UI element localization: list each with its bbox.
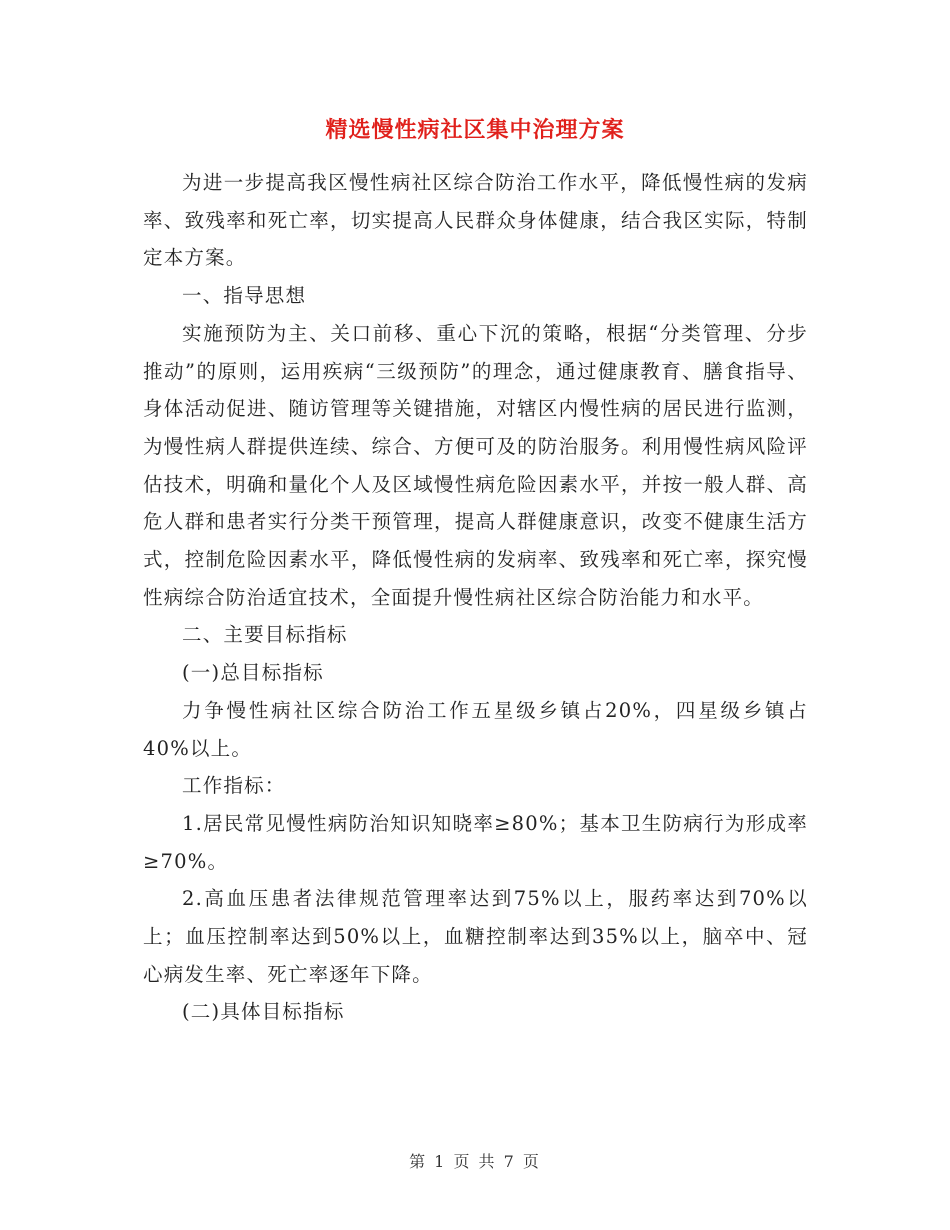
page-number-footer: 第 1 页 共 7 页 [409, 1152, 541, 1171]
label-work-indicators: 工作指标： [182, 774, 286, 798]
paragraph-overall-targets: 力争慢性病社区综合防治工作五星级乡镇占20%，四星级乡镇占40%以上。 [143, 698, 808, 760]
subheading-specific-targets: (二)具体目标指标 [182, 1000, 345, 1024]
paragraph-guiding-thought: 实施预防为主、关口前移、重心下沉的策略，根据“分类管理、分步推动”的原则，运用疾病“三级预防”的理念，通过健康教育、膳食指导、身体活动促进、随访管理等关键措施，对辖区内慢性病的居民进行监测，为慢性病人群提供连续、综合、方便可及的防治服务。利用慢性病风险评估技术，明确和量化个人及区域慢性病危险因素水平，并按一般人群、高危人群和患者实行分类干预管理，提高人群健康意识，改变不健康生活方式，控制危险因素水平，降低慢性病的发病率、致残率和死亡率，探究慢性病综合防治适宜技术，全面提升慢性病社区综合防治能力和水平。 [143, 321, 808, 609]
document-body [143, 164, 808, 1031]
indicator-item-2: 2.高血压患者法律规范管理率达到75%以上，服药率达到70%以上；血压控制率达到50%以上，血糖控制率达到35%以上，脑卒中、冠心病发生率、死亡率逐年下降。 [143, 887, 808, 986]
indicator-item-1: 1.居民常见慢性病防治知识知晓率≥80%；基本卫生防病行为形成率≥70%。 [143, 811, 808, 873]
paragraph-intro: 为进一步提高我区慢性病社区综合防治工作水平，降低慢性病的发病率、致残率和死亡率，切实提高人民群众身体健康，结合我区实际，特制定本方案。 [143, 171, 808, 270]
subheading-overall-targets: (一)总目标指标 [182, 661, 324, 685]
heading-main-targets: 二、主要目标指标 [182, 623, 348, 647]
document-title: 精选慢性病社区集中治理方案 [325, 117, 625, 143]
heading-guiding-thought: 一、指导思想 [182, 284, 307, 308]
